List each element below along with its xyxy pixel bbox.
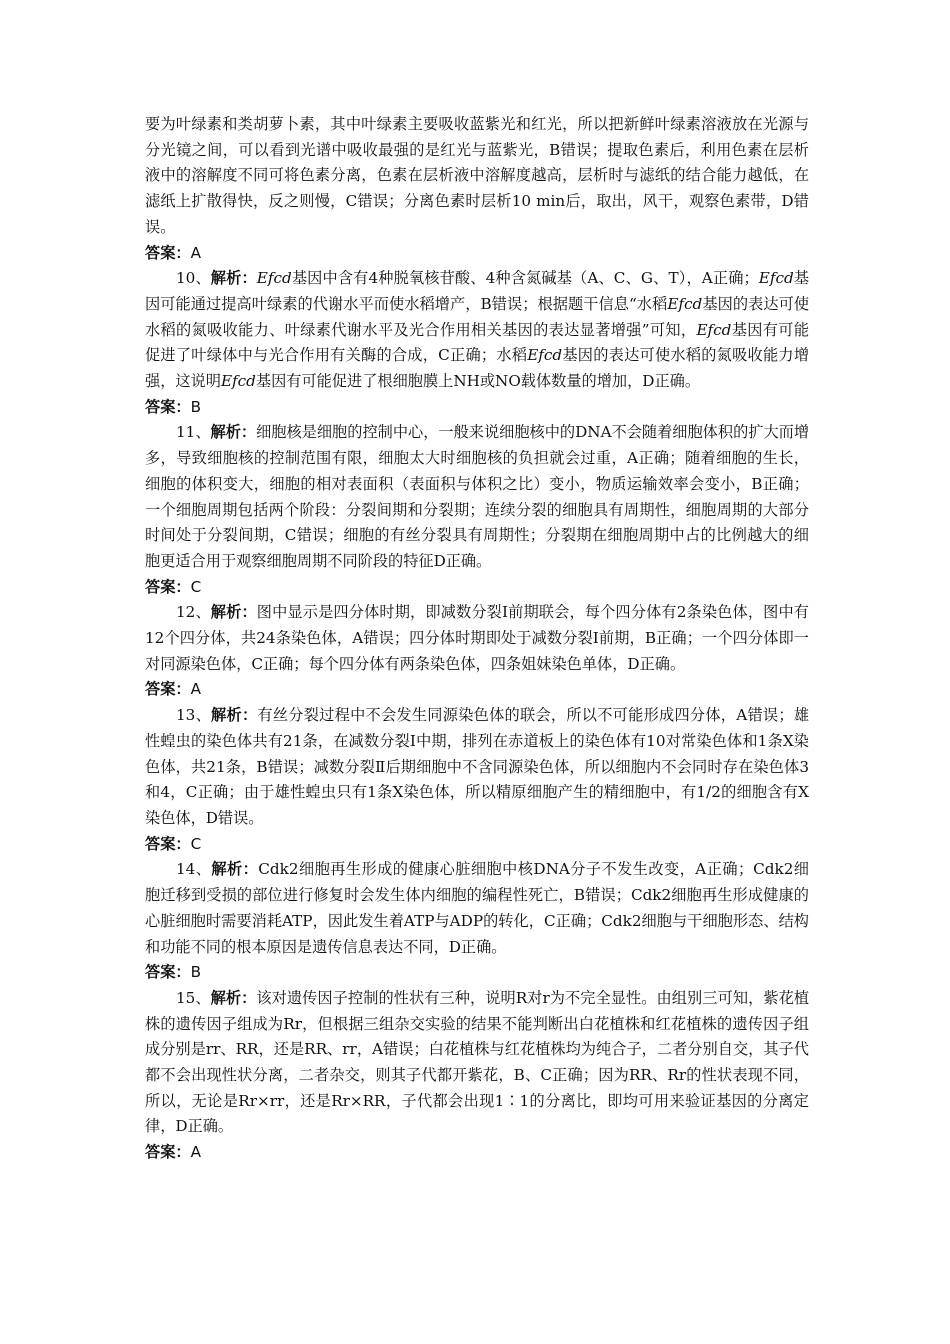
answer-value: A — [190, 680, 201, 699]
answer-label: 答案： — [145, 963, 191, 982]
explanation-label: 解析： — [211, 706, 258, 725]
explanation-label: 解析： — [210, 269, 257, 288]
answer-value: A — [190, 243, 201, 262]
explanation-item — [145, 600, 809, 677]
intro-paragraph: 要为叶绿素和类胡萝卜素，其中叶绿素主要吸收蓝紫光和红光，所以把新鲜叶绿素溶液放在光源与分光镜之间，可以看到光谱中吸收最强的是红光与蓝紫光，B错误；提取色素后，利用色素在层析液中的溶解度不同可将色素分离，色素在层析液中溶解度越高，层析时与滤纸的结合能力越低，在滤纸上扩散得快，反之则慢，C错误；分离色素时层析10 min后，取出，风干，观察色素带，D错误。 — [145, 115, 809, 236]
answer-line — [145, 575, 809, 601]
explanation-text: 图中显示是四分体时期，即减数分裂Ⅰ前期联会，每个四分体有2条染色体，图中有12个四分体，共24条染色体，A错误；四分体时期即处于减数分裂Ⅰ前期，B正确；一个四分体即一对同源染色体，C正确；每个四分体有两条染色体，四条姐妹染色单体，D正确。 — [145, 603, 809, 673]
explanation-item — [145, 266, 809, 395]
intro-answer — [145, 241, 809, 267]
answer-label: 答案： — [145, 1143, 191, 1162]
answer-label: 答案： — [145, 834, 191, 853]
explanation-label: 解析： — [210, 988, 257, 1007]
answer-label: 答案： — [145, 243, 191, 262]
answer-line — [145, 677, 809, 703]
answer-label: 答案： — [145, 680, 191, 699]
gene-name: Efcd — [220, 372, 256, 391]
gene-name: Efcd — [256, 269, 292, 288]
answer-value: B — [190, 397, 201, 416]
answer-value: C — [190, 834, 202, 853]
question-number: 11、 — [176, 423, 211, 442]
explanation-item — [145, 857, 809, 960]
explanation-text: 基因的表达可使水稻的氮吸收能力增强，这说明 — [145, 346, 810, 391]
answer-line — [145, 1140, 809, 1166]
explanation-text: 基因有可能促进了叶绿体中与光合作用有关酶的合成，C正确；水稻 — [145, 320, 810, 365]
answer-line — [145, 960, 809, 986]
explanation-text: 基因有可能促进了根细胞膜上NH或NO载体数量的增加，D正确。 — [255, 372, 701, 391]
answer-value: B — [190, 963, 201, 982]
explanation-label: 解析： — [211, 860, 259, 879]
explanation-item — [145, 986, 809, 1140]
answer-label: 答案： — [145, 397, 191, 416]
gene-name: Efcd — [696, 320, 732, 339]
explanation-text: Cdk2细胞再生形成的健康心脏细胞中核DNA分子不发生改变，A正确；Cdk2细胞迁移到受损的部位进行修复时会发生体内细胞的编程性死亡，B错误；Cdk2细胞再生形成健康的心脏细胞时需要消耗ATP，因此发生着ATP与ADP的转化，C正确；Cdk2细胞与干细胞形态、结构和功能不同的根本原因是遗传信息表达不同，D正确。 — [145, 860, 809, 956]
explanation-text: 有丝分裂过程中不会发生同源染色体的联会，所以不可能形成四分体，A错误；雄性蝗虫的染色体共有21条，在减数分裂Ⅰ中期，排列在赤道板上的染色体有10对常染色体和1条X染色体，共21条，B错误；减数分裂Ⅱ后期细胞中不含同源染色体，所以细胞内不会同时存在染色体3和4，C正确；由于雄性蝗虫只有1条X染色体，所以精原细胞产生的精细胞中，有1/2的细胞含有X染色体，D错误。 — [145, 706, 810, 827]
explanation-item — [145, 420, 809, 574]
question-number: 13、 — [176, 706, 212, 725]
explanation-text: 该对遗传因子控制的性状有三种，说明R对r为不完全显性。由组别三可知，紫花植株的遗传因子组成为Rr，但根据三组杂交实验的结果不能判断出白花植株和红花植株的遗传因子组成分别是rr、RR，还是RR、rr，A错误；白花植株与红花植株均为纯合子，二者分别自交，其子代都不会出现性状分离，二者杂交，则其子代都开紫花，B、C正确；因为RR、Rr的性状表现不同，所以，无论是Rr×rr，还是Rr×RR，子代都会出现1∶1的分离比，即均可用来验证基因的分离定律，D正确。 — [145, 988, 810, 1136]
gene-name: Efcd — [667, 294, 703, 313]
explanation-text: 基因可能通过提高叶绿素的代谢水平而使水稻增产，B错误；根据题干信息“水稻 — [145, 269, 810, 313]
gene-name: Efcd — [758, 269, 794, 288]
answer-line — [145, 832, 809, 858]
gene-name: Efcd — [527, 346, 563, 365]
explanation-list — [145, 266, 809, 1166]
question-number: 12、 — [176, 603, 211, 622]
answer-line — [145, 395, 809, 421]
answer-key-page — [145, 112, 809, 1166]
question-number: 14、 — [176, 860, 212, 879]
answer-label: 答案： — [145, 577, 191, 596]
explanation-text: 基因的表达可使水稻的氮吸收能力、叶绿素代谢水平及光合作用相关基因的表达显著增强”可知， — [145, 294, 809, 339]
explanation-label: 解析： — [210, 423, 257, 442]
explanation-item — [145, 703, 809, 832]
question-number: 15、 — [176, 988, 211, 1007]
question-number: 10、 — [176, 269, 211, 288]
explanation-text: 基因中含有4种脱氧核苷酸、4种含氮碱基（A、C、G、T），A正确； — [291, 269, 759, 288]
explanation-label: 解析： — [210, 603, 257, 622]
answer-value: A — [190, 1143, 201, 1162]
explanation-text: 细胞核是细胞的控制中心，一般来说细胞核中的DNA不会随着细胞体积的扩大而增多，导致细胞核的控制范围有限，细胞太大时细胞核的负担就会过重，A正确；随着细胞的生长，细胞的体积变大，细胞的相对表面积（表面积与体积之比）变小，物质运输效率会变小，B正确；一个细胞周期包括两个阶段：分裂间期和分裂期；连续分裂的细胞具有周期性，细胞周期的大部分时间处于分裂间期，C错误；细胞的有丝分裂具有周期性；分裂期在细胞周期中占的比例越大的细胞更适合用于观察细胞周期不同阶段的特征D正确。 — [145, 423, 810, 570]
answer-value: C — [190, 577, 202, 596]
